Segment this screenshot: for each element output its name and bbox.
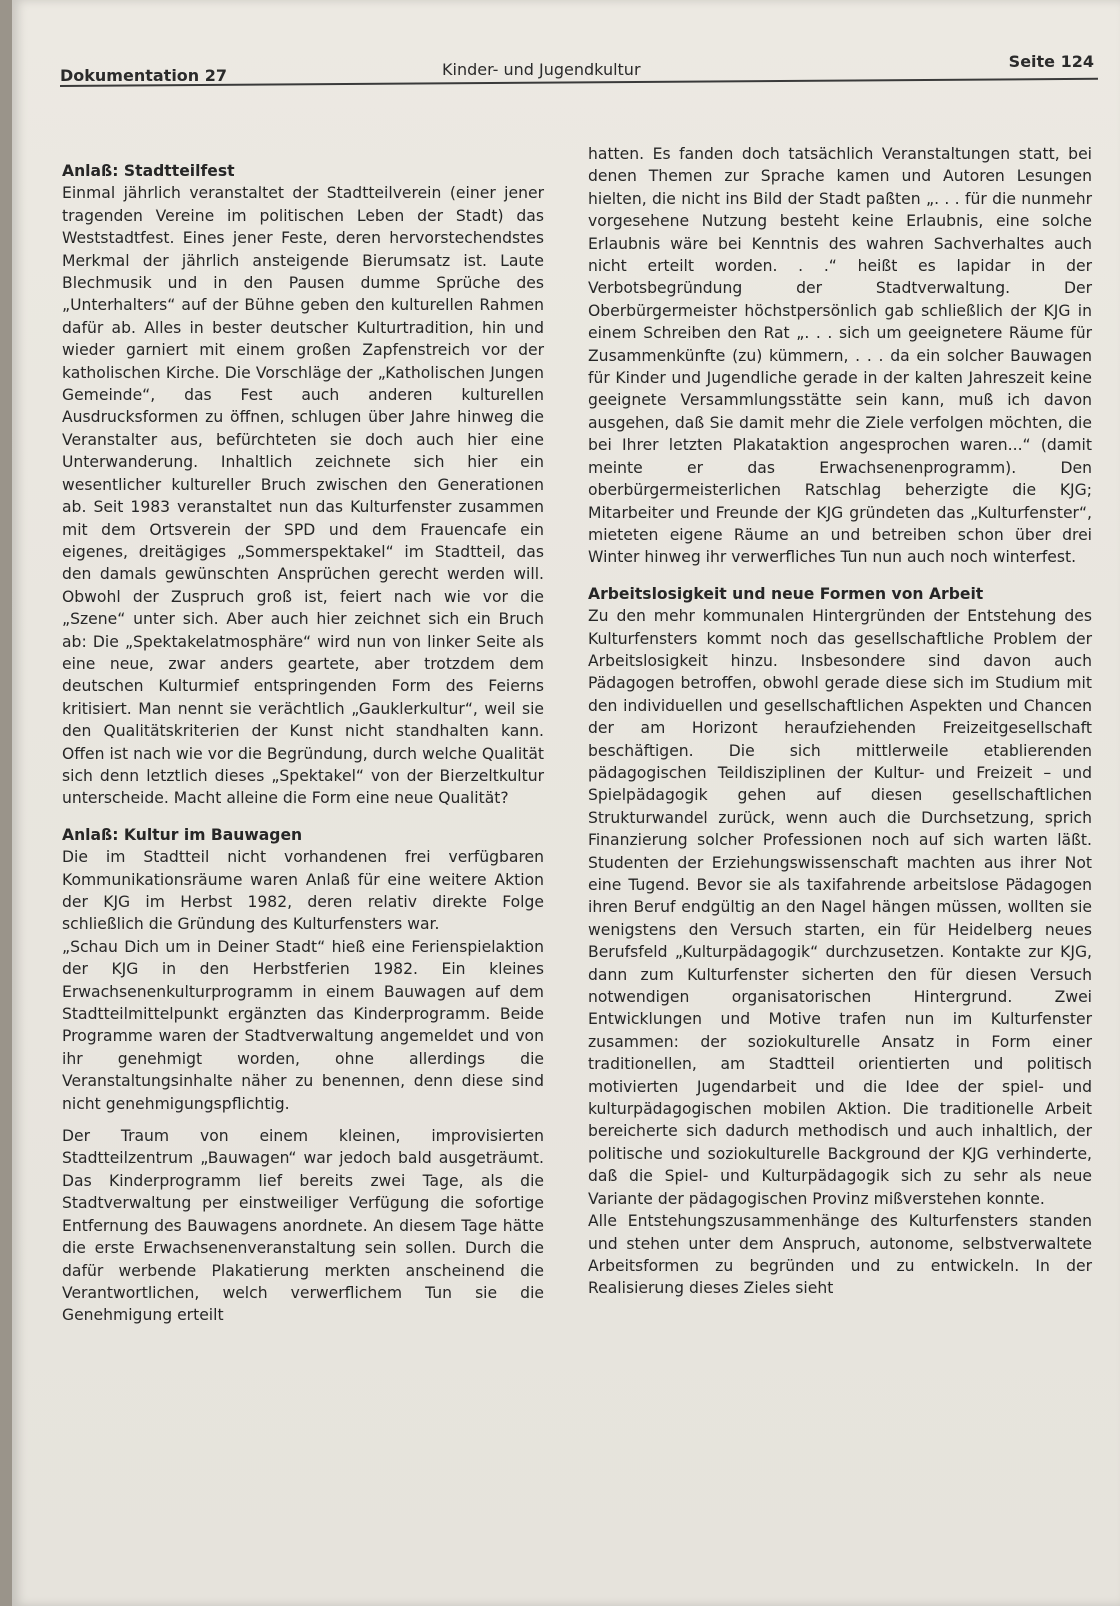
header-section: Kinder- und Jugendkultur [442, 60, 641, 79]
section-heading: Anlaß: Stadtteilfest [62, 162, 235, 180]
paragraph: „Schau Dich um in Deiner Stadt“ hieß eine Ferienspielaktion der KJG in den Herbstferien 1982. Ein kleines Erwachsenenkulturprogramm in einem Bauwagen auf dem Stadtteilmittelpunkt ergänzten das Kinderprogramm. Beide Programme waren der Stadtverwaltung angemeldet und von ihr genehmigt worden, ohne allerdings die Veranstaltungsinhalte näher zu benennen, denn diese sind nicht genehmigungspflichtig. [62, 937, 544, 1113]
section-heading: Arbeitslosigkeit und neue Formen von Arbeit [588, 584, 984, 603]
section-heading: Anlaß: Kultur im Bauwagen [62, 825, 303, 844]
header-publication: Dokumentation 27 [60, 66, 228, 85]
paragraph: hatten. Es fanden doch tatsächlich Veranstaltungen statt, bei denen Themen zur Sprache kamen und Autoren Lesungen hielten, die nicht ins Bild der Stadt paßten „. . . für die nunmehr vorgesehene Nutzung besteht keine Erlaubnis, eine solche Erlaubnis wäre bei Kenntnis des wahren Sachverhaltes auch nicht erteilt worden. . .“ heißt es lapidar in der Verbotsbegründung der Stadtverwaltung. Der Oberbürgermeister höchstpersönlich gab schließlich der KJG in einem Schreiben den Rat „. . . sich um geeignetere Räume für Zusammenkünfte (zu) kümmern, . . . da ein solcher Bauwagen für Kinder und Jugendliche gerade in der kalten Jahreszeit keine geeignete Versammlungsstätte sein kann, muß ich davon ausgehen, daß Sie damit mehr die Ziele verfolgen möchten, die bei Ihrer letzten Plakataktion angesprochen waren...“ (damit meinte er das Erwachsenenprogramm). Den oberbürgermeisterlichen Ratschlag beherzigte die KJG; Mitarbeiter und Freunde der KJG gründeten das „Kulturfenster“, mieteten eigene Räume an und betreiben schon über drei Winter hinweg ihr verwerfliches Tun nun auch noch winterfest. [588, 145, 1092, 567]
header-page-number: Seite 124 [1008, 52, 1094, 71]
right-column [588, 143, 1092, 1300]
paragraph: Einmal jährlich veranstaltet der Stadtteilverein (einer jener tragenden Vereine im politischen Leben der Stadt) das Weststadtfest. Eines jener Feste, deren hervorstechendstes Merkmal der jährlich ansteigende Bierumsatz ist. Laute Blechmusik und in den Pausen dumme Sprüche des „Unterhalters“ auf der Bühne geben den kulturellen Rahmen dafür ab. Alles in bester deutscher Kulturtradition, hin und wieder garniert mit einem großen Zapfenstreich vor der katholischen Kirche. Die Vorschläge der „Katholischen Jungen Gemeinde“, das Fest auch anderen kulturellen Ausdrucksformen zu öffnen, schlugen über Jahre hinweg die Veranstalter aus, befürchteten sie doch auch hier eine Unterwanderung. Inhaltlich zeichnete sich hier ein wesentlicher kultureller Bruch zwischen den Generationen ab. Seit 1983 veranstaltet nun das Kulturfenster zusammen mit dem Ortsverein der SPD und dem Frauencafe ein eigenes, dreitägiges „Sommerspektakel“ im Stadtteil, das den damals gewünschten Ansprüchen gerecht werden will. Obwohl der Zuspruch groß ist, feiert nach wie vor die „Szene“ unter sich. Aber auch hier zeichnet sich ein Bruch ab: Die „Spektakelatmosphäre“ wird nun von linker Seite als eine neue, zwar anders geartete, aber trotzdem dem deutschen Kulturmief entspringenden Form des Feierns kritisiert. Man nennt sie verächtlich „Gauklerkultur“, weil sie den Qualitätskriterien der Kunst nicht standhalten kann. Offen ist nach wie vor die Begründung, durch welche Qualität sich denn letztlich dieses „Spektakel“ von der Bierzeltkultur unterscheide. Macht alleine die Form eine neue Qualität? [62, 184, 544, 808]
paragraph: Zu den mehr kommunalen Hintergründen der Entstehung des Kulturfensters kommt noch das gesellschaftliche Problem der Arbeitslosigkeit hinzu. Insbesondere sind davon auch Pädagogen betroffen, obwohl gerade diese sich im Studium mit den individuellen und gesellschaftlichen Aspekten und Chancen der am Horizont heraufziehenden Freizeitgesellschaft beschäftigen. Die sich mittlerweile etablierenden pädagogischen Teildisziplinen der Kultur- und Freizeit – und Spielpädagogik gehen auf diesen gesellschaftlichen Strukturwandel zurück, wenn auch die Durchsetzung, sprich Finanzierung solcher Professionen noch auf sich warten läßt. Studenten der Erziehungswissenschaft machten aus ihrer Not eine Tugend. Bevor sie als taxifahrende arbeitslose Pädagogen ihren Beruf endgültig an den Nagel hängen müssen, wollten sie wenigstens den Versuch starten, ein für Heidelberg neues Berufsfeld „Kulturpädagogik“ durchzusetzen. Kontakte zur KJG, dann zum Kulturfenster sicherten den für diesen Versuch notwendigen organisatorischen Hintergrund. Zwei Entwicklungen und Motive trafen nun im Kulturfenster zusammen: der soziokulturelle Ansatz in Form einer traditionellen, am Stadtteil orientierten und politisch motivierten Jugendarbeit und die Idee der spiel- und kulturpädagogischen mobilen Aktion. Die traditionelle Arbeit bereicherte sich dadurch methodisch und auch inhaltlich, der politische und soziokulturelle Background der KJG verhinderte, daß die Spiel- und Kulturpädagogik sich zu sehr als neue Variante der pädagogischen Provinz mißverstehen konnte. [588, 607, 1092, 1208]
paragraph: Der Traum von einem kleinen, improvisierten Stadtteilzentrum „Bauwagen“ war jedoch bald ausgeträumt. Das Kinderprogramm lief bereits zwei Tage, als die Stadtverwaltung per einstweiliger Verfügung die sofortige Entfernung des Bauwagens anordnete. An diesem Tage hätte die erste Erwachsenenveranstaltung sein sollen. Durch die dafür werbende Plakatierung merkten anscheinend die Verantwortlichen, welch verwerflichem Tun sie die Genehmigung erteilt [62, 1127, 544, 1325]
page-header [60, 52, 1098, 92]
document-page [12, 0, 1120, 1606]
left-column [62, 160, 544, 1327]
paragraph: Alle Entstehungszusammenhänge des Kulturfensters standen und stehen unter dem Anspruch, autonome, selbstverwaltete Arbeitsformen zu begründen und zu entwickeln. In der Realisierung dieses Zieles sieht [588, 1212, 1092, 1298]
paragraph: Die im Stadtteil nicht vorhandenen frei verfügbaren Kommunikationsräume waren Anlaß für eine weitere Aktion der KJG im Herbst 1982, deren relativ direkte Folge schließlich die Gründung des Kulturfensters war. [62, 848, 544, 934]
